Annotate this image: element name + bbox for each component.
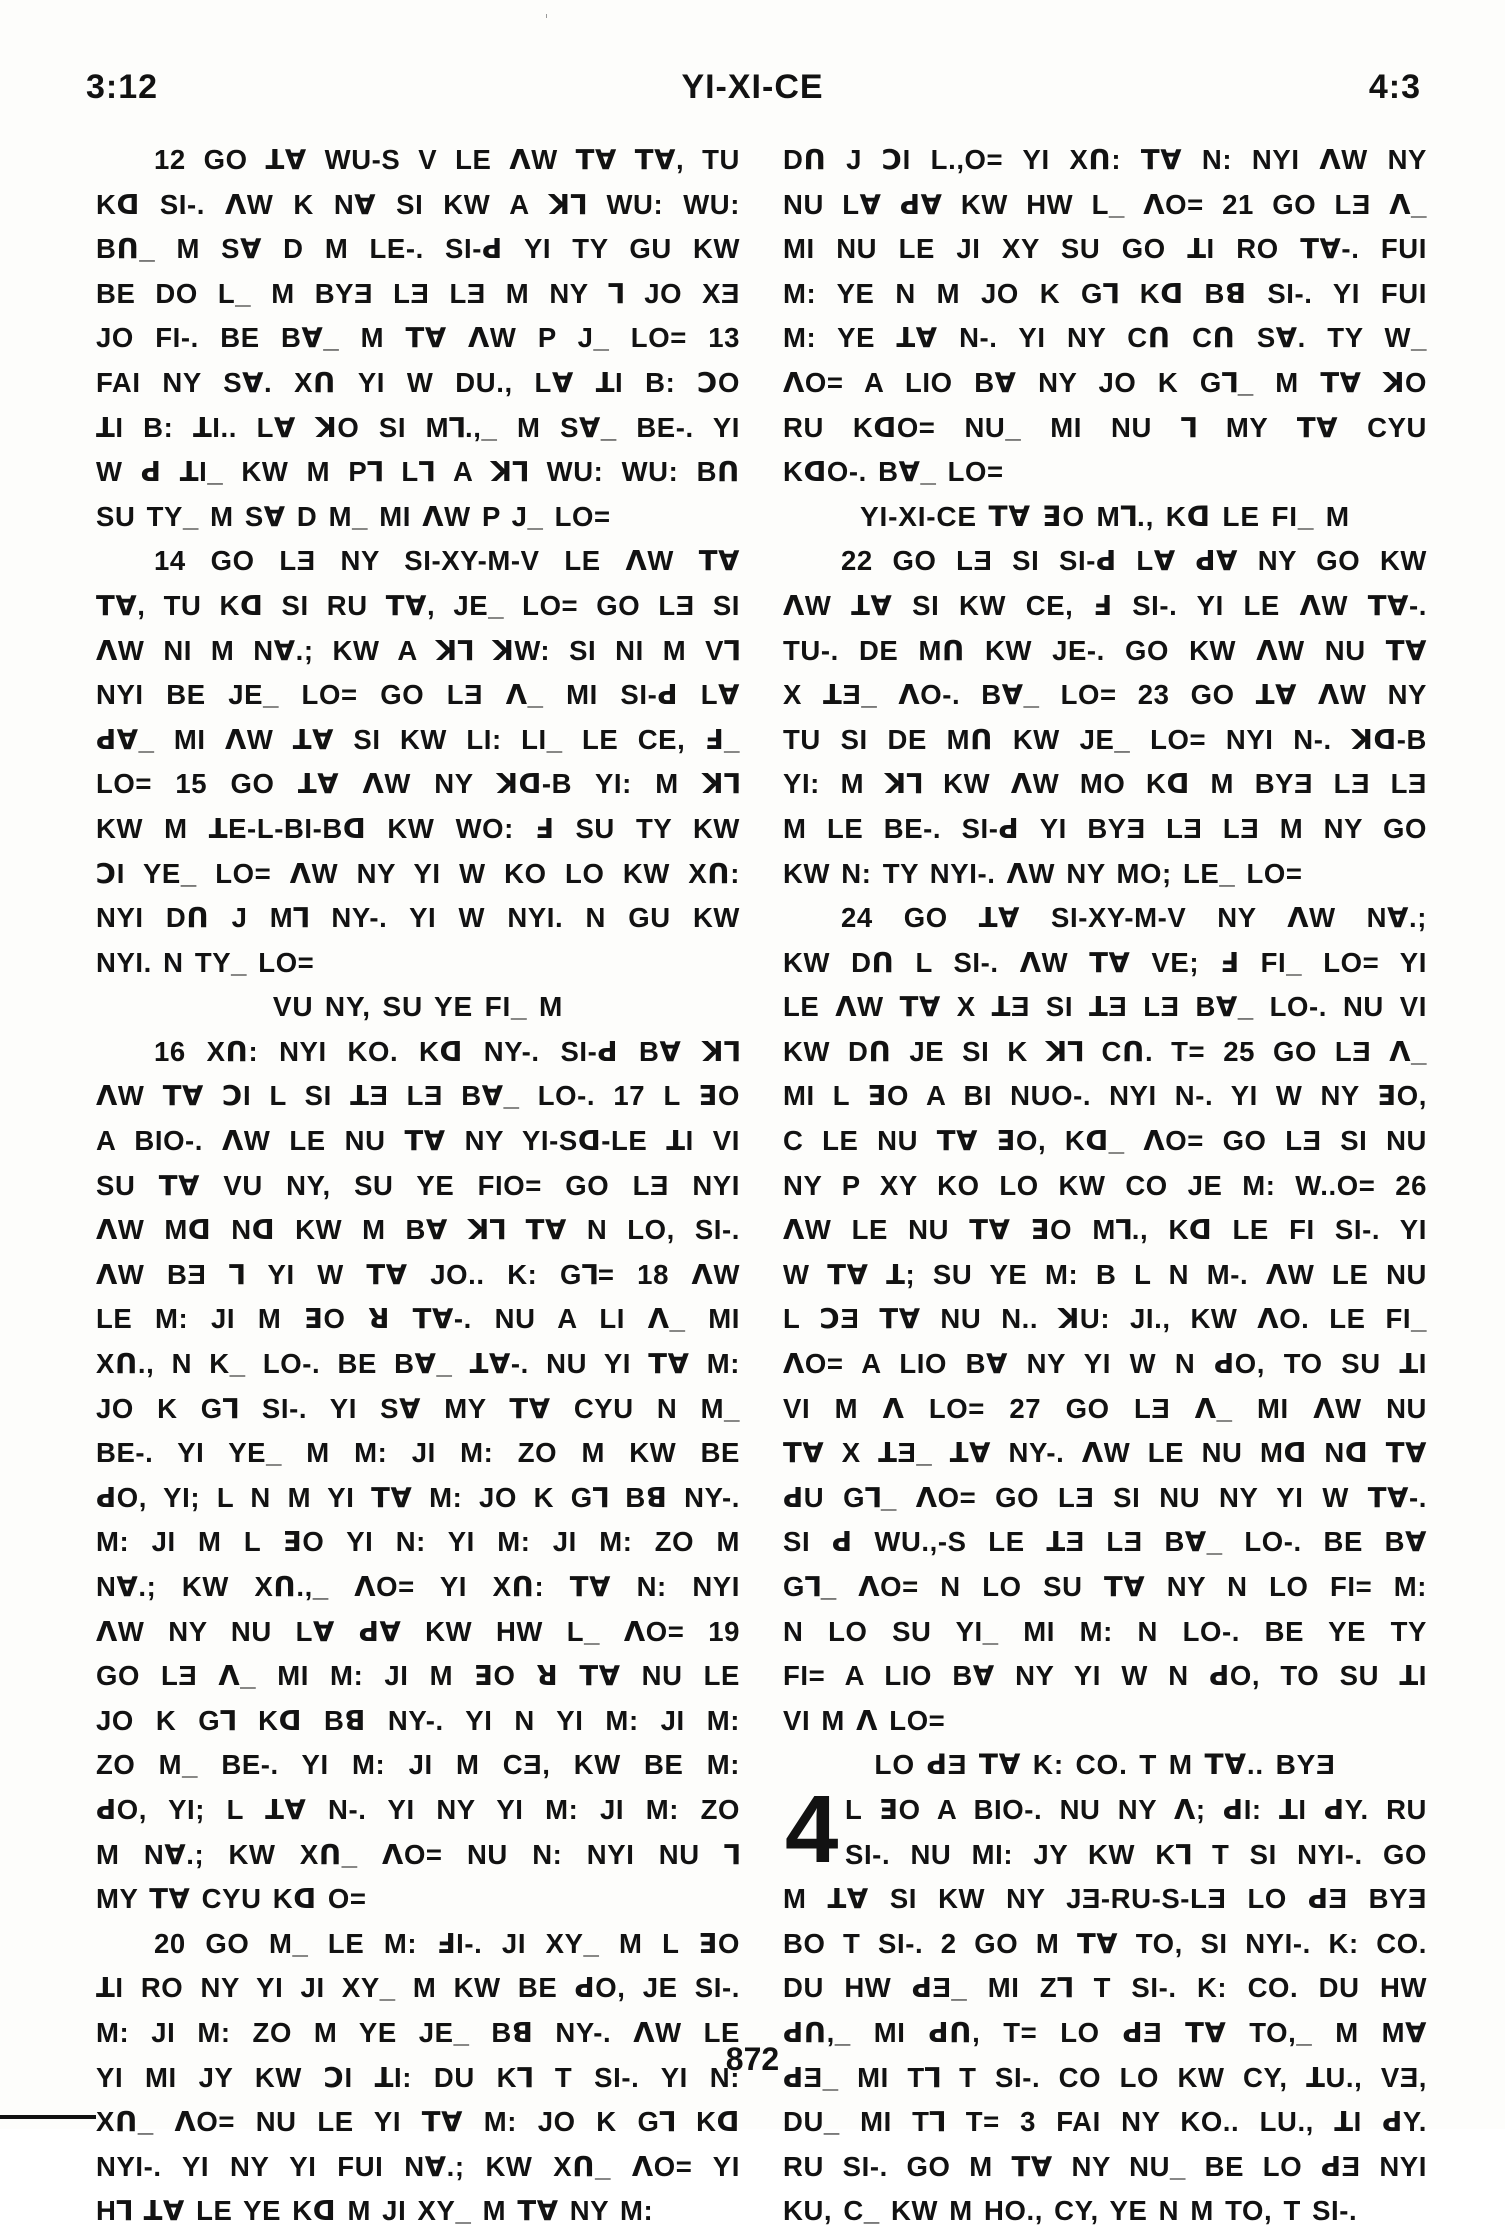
text-line: ꓥW LE NU ꓔꓯ ꓱO Mꓶ., Kꓷ LE FI SI-. YI — [783, 1214, 1427, 1246]
right-column — [783, 138, 1427, 2234]
text-line: M Nꓯ.; KW Xꓵ_ ꓥO= NU N: NYI NU ꓶ — [96, 1838, 740, 1870]
text-line: DU HW ꓒƎ_ MI Zꓶ T SI-. K: CO. DU HW — [783, 1972, 1427, 2004]
text-line: YI MI JY KW ꓛI ꓕI: DU Kꓶ T SI-. YI N: — [96, 2061, 740, 2093]
text-line: Kꓷ SI-. ꓥW K Nꓯ SI KW A ꓘꓶ WU: WU: — [96, 188, 740, 220]
text-line: L ꓛƎ ꓔꓯ NU N.. ꓘU: JI., KW ꓥO. LE FI_ — [783, 1303, 1427, 1335]
text-line: M: JI M L ꓱO YI N: YI M: JI M: ZO M — [96, 1526, 740, 1558]
text-line: MY ꓔꓯ CYU Kꓷ O= — [96, 1883, 367, 1915]
text-line: NY P XY KO LO KW CO JE M: W..O= 26 — [783, 1169, 1427, 1201]
text-line: 24 GO ꓕꓯ SI-XY-M-V NY ꓥW Nꓯ.; — [841, 902, 1427, 934]
text-line: FI= A LIO Bꓯ NY YI W N ꓒO, TO SU ꓕI — [783, 1660, 1427, 1692]
text-line: ꓥW NI M Nꓯ.; KW A ꓘꓶ ꓘW: SI NI M Vꓶ — [96, 634, 740, 666]
header-chapter-verse-end: 4:3 — [1368, 68, 1421, 106]
chapter-heading: LO ꓒƎ ꓔꓯ K: CO. T M ꓔꓯ.. BYƎ — [874, 1749, 1336, 1781]
text-line: NYI-. YI NY YI FUI Nꓯ.; KW Xꓵ_ ꓥO= YI — [96, 2150, 740, 2182]
text-line: VI M ꓥ LO= 27 GO LƎ ꓥ_ MI ꓥW NU — [783, 1392, 1427, 1424]
text-line: 20 GO M_ LE M: ꓞI-. JI XY_ M L ꓱO — [154, 1927, 740, 1959]
text-line: TU-. DE Mꓵ KW JE-. GO KW ꓥW NU ꓔꓯ — [783, 634, 1427, 666]
text-line: Xꓵ., N K_ LO-. BE Bꓯ_ ꓕꓯ-. NU YI ꓔꓯ M: — [96, 1348, 740, 1380]
text-line: KW M ꓕE-L-BI-Bꓷ KW WO: Ⅎ SU TY KW — [96, 812, 740, 844]
text-line: ꓔꓯ, TU Kꓷ SI RU ꓔꓯ, JE_ LO= GO LƎ SI — [96, 589, 740, 621]
text-line: ꓕI RO NY YI JI XY_ M KW BE ꓒO, JE SI-. — [96, 1972, 740, 2004]
text-line: N LO SU YI_ MI M: N LO-. BE YE TY — [783, 1615, 1427, 1647]
text-line: TU SI DE Mꓵ KW JE_ LO= NYI N-. ꓘꓷ-B — [783, 723, 1427, 755]
text-line: MI L ꓱO A BI NUO-. NYI N-. YI W NY ꓱO, — [783, 1080, 1427, 1112]
text-line: SI ꓒ WU.,-S LE ꓕƎ LƎ Bꓯ_ LO-. BE Bꓯ — [783, 1526, 1427, 1558]
text-line: M LE BE-. SI-ꓒ YI BYƎ LƎ LƎ M NY GO — [783, 812, 1427, 844]
text-line: SU TY_ M Sꓯ D M_ MI ꓥW P J_ LO= — [96, 500, 611, 532]
text-line: X ꓕƎ_ ꓥO-. Bꓯ_ LO= 23 GO ꓕꓯ ꓥW NY — [783, 679, 1427, 711]
text-line: KU, C_ KW M HO., CY, YE N M TO, T SI-. — [783, 2195, 1358, 2227]
text-line: A BIO-. ꓥW LE NU ꓔꓯ NY YI-Sꓷ-LE ꓕI VI — [96, 1125, 740, 1157]
text-line: ꓒO, YI; L N M YI ꓔꓯ M: JO K Gꓶ Bꓭ NY-. — [96, 1481, 740, 1513]
text-line: NU Lꓯ ꓒꓯ KW HW L_ ꓥO= 21 GO LƎ ꓥ_ — [783, 188, 1427, 220]
text-line: Hꓶ ꓕꓯ LE YE Kꓷ M JI XY_ M ꓔꓯ NY M: — [96, 2195, 654, 2227]
text-line: SU ꓔꓯ VU NY, SU YE FIO= GO LƎ NYI — [96, 1169, 740, 1201]
text-line: C LE NU ꓔꓯ ꓱO, Kꓷ_ ꓥO= GO LƎ SI NU — [783, 1125, 1427, 1157]
text-line: 12 GO ꓕꓯ WU-S V LE ꓥW ꓔꓯ ꓔꓯ, TU — [154, 144, 740, 175]
text-line: ꓥW NY NU Lꓯ ꓒꓯ KW HW L_ ꓥO= 19 — [96, 1615, 740, 1647]
paragraph-verses-16-19 — [96, 1030, 740, 1922]
text-line: KW Dꓵ L SI-. ꓥW ꓔꓯ VE; Ⅎ FI_ LO= YI — [783, 946, 1427, 978]
paragraph-verses-20-21-cont — [783, 138, 1427, 495]
text-line: RU KꓷO= NU_ MI NU ꓶ MY ꓔꓯ CYU — [783, 411, 1427, 443]
text-line: ꓒƎ_ MI Tꓶ T SI-. CO LO KW CY, ꓕU., VƎ, — [783, 2061, 1427, 2093]
text-line: Nꓯ.; KW Xꓵ.,_ ꓥO= YI Xꓵ: ꓔꓯ N: NYI — [96, 1571, 740, 1602]
text-line: M: JI M: ZO M YE JE_ Bꓭ NY-. ꓥW LE — [96, 2016, 740, 2048]
text-line: M ꓕꓯ SI KW NY JƎ-RU-S-LƎ LO ꓒƎ BYƎ — [783, 1883, 1427, 1915]
paragraph-verses-12-13 — [96, 138, 740, 539]
text-line: 16 Xꓵ: NYI KO. Kꓷ NY-. SI-ꓒ Bꓯ ꓘꓶ — [154, 1035, 740, 1067]
text-line: DU_ MI Tꓶ T= 3 FAI NY KO.. LU., ꓕI ꓒY. — [783, 2106, 1427, 2138]
text-line: Dꓵ J ꓛI L.,O= YI Xꓵ: ꓔꓯ N: NYI ꓥW NY — [783, 144, 1427, 175]
chapter-4-opening — [783, 1775, 1427, 2234]
text-line: NYI Dꓵ J Mꓶ NY-. YI W NYI. N GU KW — [96, 902, 740, 934]
text-line: W ꓔꓯ ꓕ; SU YE M: B L N M-. ꓥW LE NU — [783, 1258, 1427, 1290]
text-line: KW Dꓵ JE SI K ꓘꓶ Cꓵ. T= 25 GO LƎ ꓥ_ — [783, 1035, 1427, 1067]
paragraph-verses-22-23 — [783, 539, 1427, 896]
text-line: 14 GO LƎ NY SI-XY-M-V LE ꓥW ꓔꓯ — [154, 545, 740, 577]
text-line: LE ꓥW ꓔꓯ X ꓕƎ SI ꓕƎ LƎ Bꓯ_ LO-. NU VI — [783, 991, 1427, 1023]
text-line: BE DO L_ M BYƎ LƎ LƎ M NY ꓶ JO XƎ — [96, 277, 740, 309]
text-line: LE M: JI M ꓱO ꓤ ꓔꓯ-. NU A LI ꓥ_ MI — [96, 1303, 740, 1335]
text-line: ꓥO= A LIO Bꓯ NY YI W N ꓒO, TO SU ꓕI — [783, 1348, 1427, 1380]
header-chapter-verse-start: 3:12 — [86, 68, 159, 106]
text-line: ꓕI B: ꓕI.. Lꓯ ꓘO SI Mꓶ.,_ M Sꓯ_ BE-. YI — [96, 411, 740, 443]
text-line: KW N: TY NYI-. ꓥW NY MO; LE_ LO= — [783, 857, 1303, 889]
text-line: JO FI-. BE Bꓯ_ M ꓔꓯ ꓥW P J_ LO= 13 — [96, 322, 740, 354]
text-line: JO K Gꓶ Kꓷ Bꓭ NY-. YI N YI M: JI M: — [96, 1704, 740, 1736]
text-line: ꓒU Gꓶ_ ꓥO= GO LƎ SI NU NY YI W ꓔꓯ-. — [783, 1481, 1427, 1513]
left-column — [96, 138, 740, 2234]
text-line: ꓥW Mꓷ Nꓷ KW M Bꓯ ꓘꓶ ꓔꓯ N LO, SI-. — [96, 1214, 740, 1246]
text-line: ꓛI YE_ LO= ꓥW NY YI W KO LO KW Xꓵ: — [96, 857, 740, 889]
text-line: LO= 15 GO ꓕꓯ ꓥW NY ꓘꓷ-B YI: M ꓘꓶ — [96, 768, 740, 800]
text-line: VI M ꓥ LO= — [783, 1704, 946, 1736]
chapter-number-dropcap: 4 — [785, 1775, 839, 1883]
text-line: YI: M ꓘꓶ KW ꓥW MO Kꓷ M BYƎ LƎ LƎ — [783, 768, 1427, 800]
text-line: Xꓵ_ ꓥO= NU LE YI ꓔꓯ M: JO K Gꓶ Kꓷ — [96, 2106, 740, 2138]
section-heading: VU NY, SU YE FI_ M — [272, 991, 564, 1023]
text-line: NYI. N TY_ LO= — [96, 946, 315, 978]
page-number: 872 — [725, 2041, 780, 2077]
text-line: ꓥW ꓔꓯ ꓛI L SI ꓕƎ LƎ Bꓯ_ LO-. 17 L ꓱO — [96, 1080, 740, 1112]
text-line: GO LƎ ꓥ_ MI M: JI M ꓱO ꓤ ꓔꓯ NU LE — [96, 1660, 740, 1692]
text-line: W ꓒ ꓕI_ KW M Pꓶ Lꓶ A ꓘꓶ WU: WU: Bꓵ — [96, 456, 740, 488]
text-line: ꓥW BƎ ꓶ YI W ꓔꓯ JO.. K: Gꓶ= 18 ꓥW — [96, 1258, 740, 1290]
scan-mark — [546, 14, 547, 18]
section-heading: YI-XI-CE ꓔꓯ ꓱO Mꓶ., Kꓷ LE FI_ M — [860, 500, 1350, 532]
text-line: 22 GO LƎ SI SI-ꓒ Lꓯ ꓒꓯ NY GO KW — [841, 545, 1427, 577]
text-line: ꓒO, YI; L ꓕꓯ N-. YI NY YI M: JI M: ZO — [96, 1793, 740, 1825]
text-line: ꓔꓯ X ꓕƎ_ ꓕꓯ NY-. ꓥW LE NU Mꓷ Nꓷ ꓔꓯ — [783, 1437, 1427, 1469]
text-line: KꓷO-. Bꓯ_ LO= — [783, 456, 1004, 488]
text-line: RU SI-. GO M ꓔꓯ NY NU_ BE LO ꓒƎ NYI — [783, 2150, 1427, 2182]
text-line: MI NU LE JI XY SU GO ꓕI RO ꓔꓯ-. FUI — [783, 233, 1427, 265]
text-line: Gꓶ_ ꓥO= N LO SU ꓔꓯ NY N LO FI= M: — [783, 1571, 1427, 1602]
text-line: FAI NY Sꓯ. Xꓵ YI W DU., Lꓯ ꓕI B: ꓛO — [96, 366, 740, 398]
text-line: M: YE ꓕꓯ N-. YI NY Cꓵ Cꓵ Sꓯ. TY W_ — [783, 322, 1427, 354]
text-line: ꓥW ꓕꓯ SI KW CE, Ⅎ SI-. YI LE ꓥW ꓔꓯ-. — [783, 589, 1427, 621]
text-line: ZO M_ BE-. YI M: JI M CƎ, KW BE M: — [96, 1749, 740, 1781]
text-line: ꓥO= A LIO Bꓯ NY JO K Gꓶ_ M ꓔꓯ ꓘO — [783, 366, 1427, 398]
scan-edge-line — [0, 2115, 96, 2119]
header-book-title: YI-XI-CE — [681, 68, 824, 106]
text-line: Bꓵ_ M Sꓯ D M LE-. SI-ꓒ YI TY GU KW — [96, 233, 740, 265]
text-line: ꓒꓯ_ MI ꓥW ꓕꓯ SI KW LI: LI_ LE CE, Ⅎ_ — [96, 723, 740, 755]
text-line: M: YE N M JO K Gꓶ Kꓷ Bꓭ SI-. YI FUI — [783, 277, 1427, 309]
text-line: BE-. YI YE_ M M: JI M: ZO M KW BE — [96, 1437, 740, 1469]
text-line: SI-. NU MI: JY KW Kꓶ T SI NYI-. GO — [845, 1838, 1427, 1870]
paragraph-verses-24-27 — [783, 896, 1427, 1743]
paragraph-verses-14-15 — [96, 539, 740, 985]
paragraph-verses-1-3 — [783, 1775, 1427, 2234]
text-line: BO T SI-. 2 GO M ꓔꓯ TO, SI NYI-. K: CO. — [783, 1927, 1427, 1959]
text-line: L ꓱO A BIO-. NU NY ꓥ; ꓒI: ꓕI ꓒY. RU — [845, 1793, 1427, 1825]
text-line: JO K Gꓶ SI-. YI Sꓯ MY ꓔꓯ CYU N M_ — [96, 1392, 740, 1424]
text-line: NYI BE JE_ LO= GO LƎ ꓥ_ MI SI-ꓒ Lꓯ — [96, 679, 740, 711]
text-line: ꓒꓵ,_ MI ꓒꓵ, T= LO ꓒƎ ꓔꓯ TO,_ M Mꓯ — [783, 2016, 1427, 2048]
